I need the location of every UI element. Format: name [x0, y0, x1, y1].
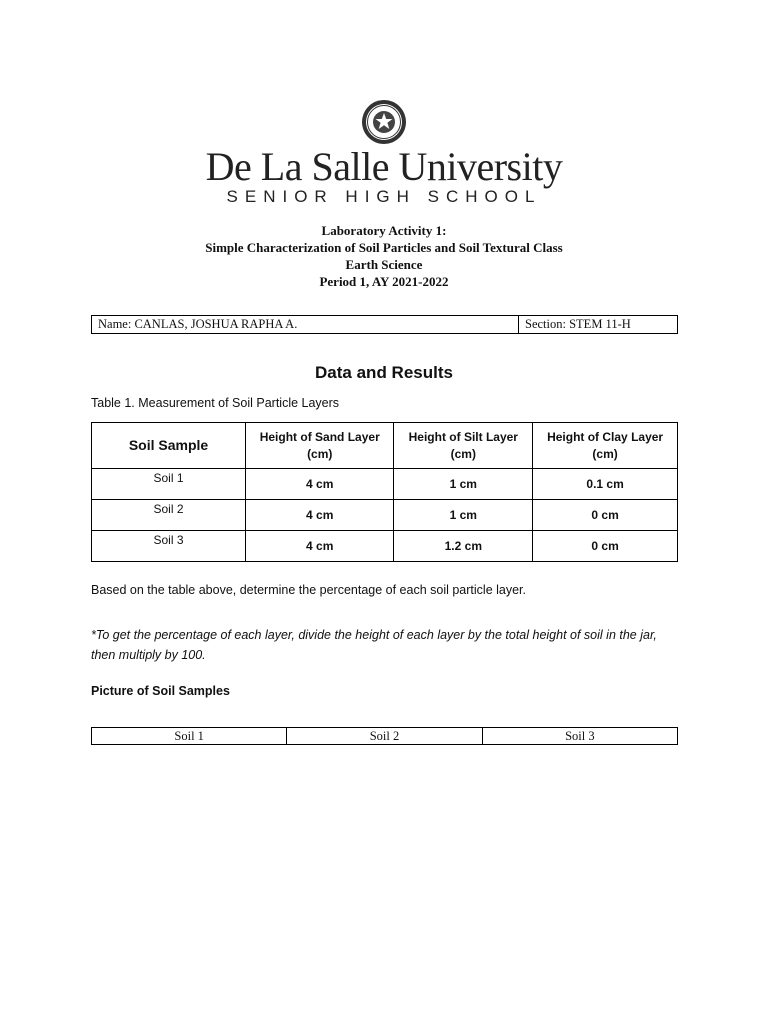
soil-sample-cell: Soil 2 — [92, 500, 246, 531]
picture-column-soil-2: Soil 2 — [287, 728, 482, 745]
clay-height-cell: 0.1 cm — [533, 469, 678, 500]
clay-height-cell: 0 cm — [533, 500, 678, 531]
header-soil-sample: Soil Sample — [92, 423, 246, 469]
university-name: De La Salle University — [205, 144, 563, 189]
table-caption: Table 1. Measurement of Soil Particle Layers — [91, 396, 340, 410]
sand-height-cell: 4 cm — [246, 500, 394, 531]
table-row — [92, 469, 678, 500]
header-clay-layer: Height of Clay Layer (cm) — [533, 423, 678, 469]
activity-title: Simple Characterization of Soil Particles and Soil Textural Class — [205, 240, 563, 255]
soil-sample-cell: Soil 3 — [92, 531, 246, 562]
sand-height-cell: 4 cm — [246, 469, 394, 500]
student-name: Name: CANLAS, JOSHUA RAPHA A. — [92, 316, 519, 333]
table-header-row — [92, 423, 678, 469]
period-year: Period 1, AY 2021-2022 — [319, 274, 449, 289]
table-row — [92, 500, 678, 531]
silt-height-cell: 1 cm — [394, 469, 533, 500]
student-section: Section: STEM 11-H — [525, 317, 631, 331]
school-subtitle: SENIOR HIGH SCHOOL — [226, 187, 542, 206]
picture-column-soil-3: Soil 3 — [482, 728, 677, 745]
header-silt-layer: Height of Silt Layer (cm) — [394, 423, 533, 469]
picture-column-soil-1: Soil 1 — [92, 728, 287, 745]
calculation-note: *To get the percentage of each layer, divide the height of each layer by the total height of soil in the jar, then multiply by 100. — [91, 628, 657, 662]
instruction-text: Based on the table above, determine the percentage of each soil particle layer. — [91, 583, 527, 597]
soil-pictures-table — [91, 727, 678, 745]
silt-height-cell: 1 cm — [394, 500, 533, 531]
clay-height-cell: 0 cm — [533, 531, 678, 562]
university-seal-logo — [361, 99, 407, 145]
soil-sample-cell: Soil 1 — [92, 469, 246, 500]
student-info-row — [91, 315, 678, 334]
header-sand-layer: Height of Sand Layer (cm) — [246, 423, 394, 469]
subject-name: Earth Science — [345, 257, 423, 272]
silt-height-cell: 1.2 cm — [394, 531, 533, 562]
soil-measurement-table — [91, 422, 678, 562]
sand-height-cell: 4 cm — [246, 531, 394, 562]
table-row — [92, 728, 678, 745]
table-row — [92, 531, 678, 562]
section-heading: Data and Results — [315, 363, 453, 382]
activity-number: Laboratory Activity 1: — [321, 223, 447, 238]
activity-title-block — [0, 222, 768, 290]
pictures-heading: Picture of Soil Samples — [91, 684, 230, 698]
